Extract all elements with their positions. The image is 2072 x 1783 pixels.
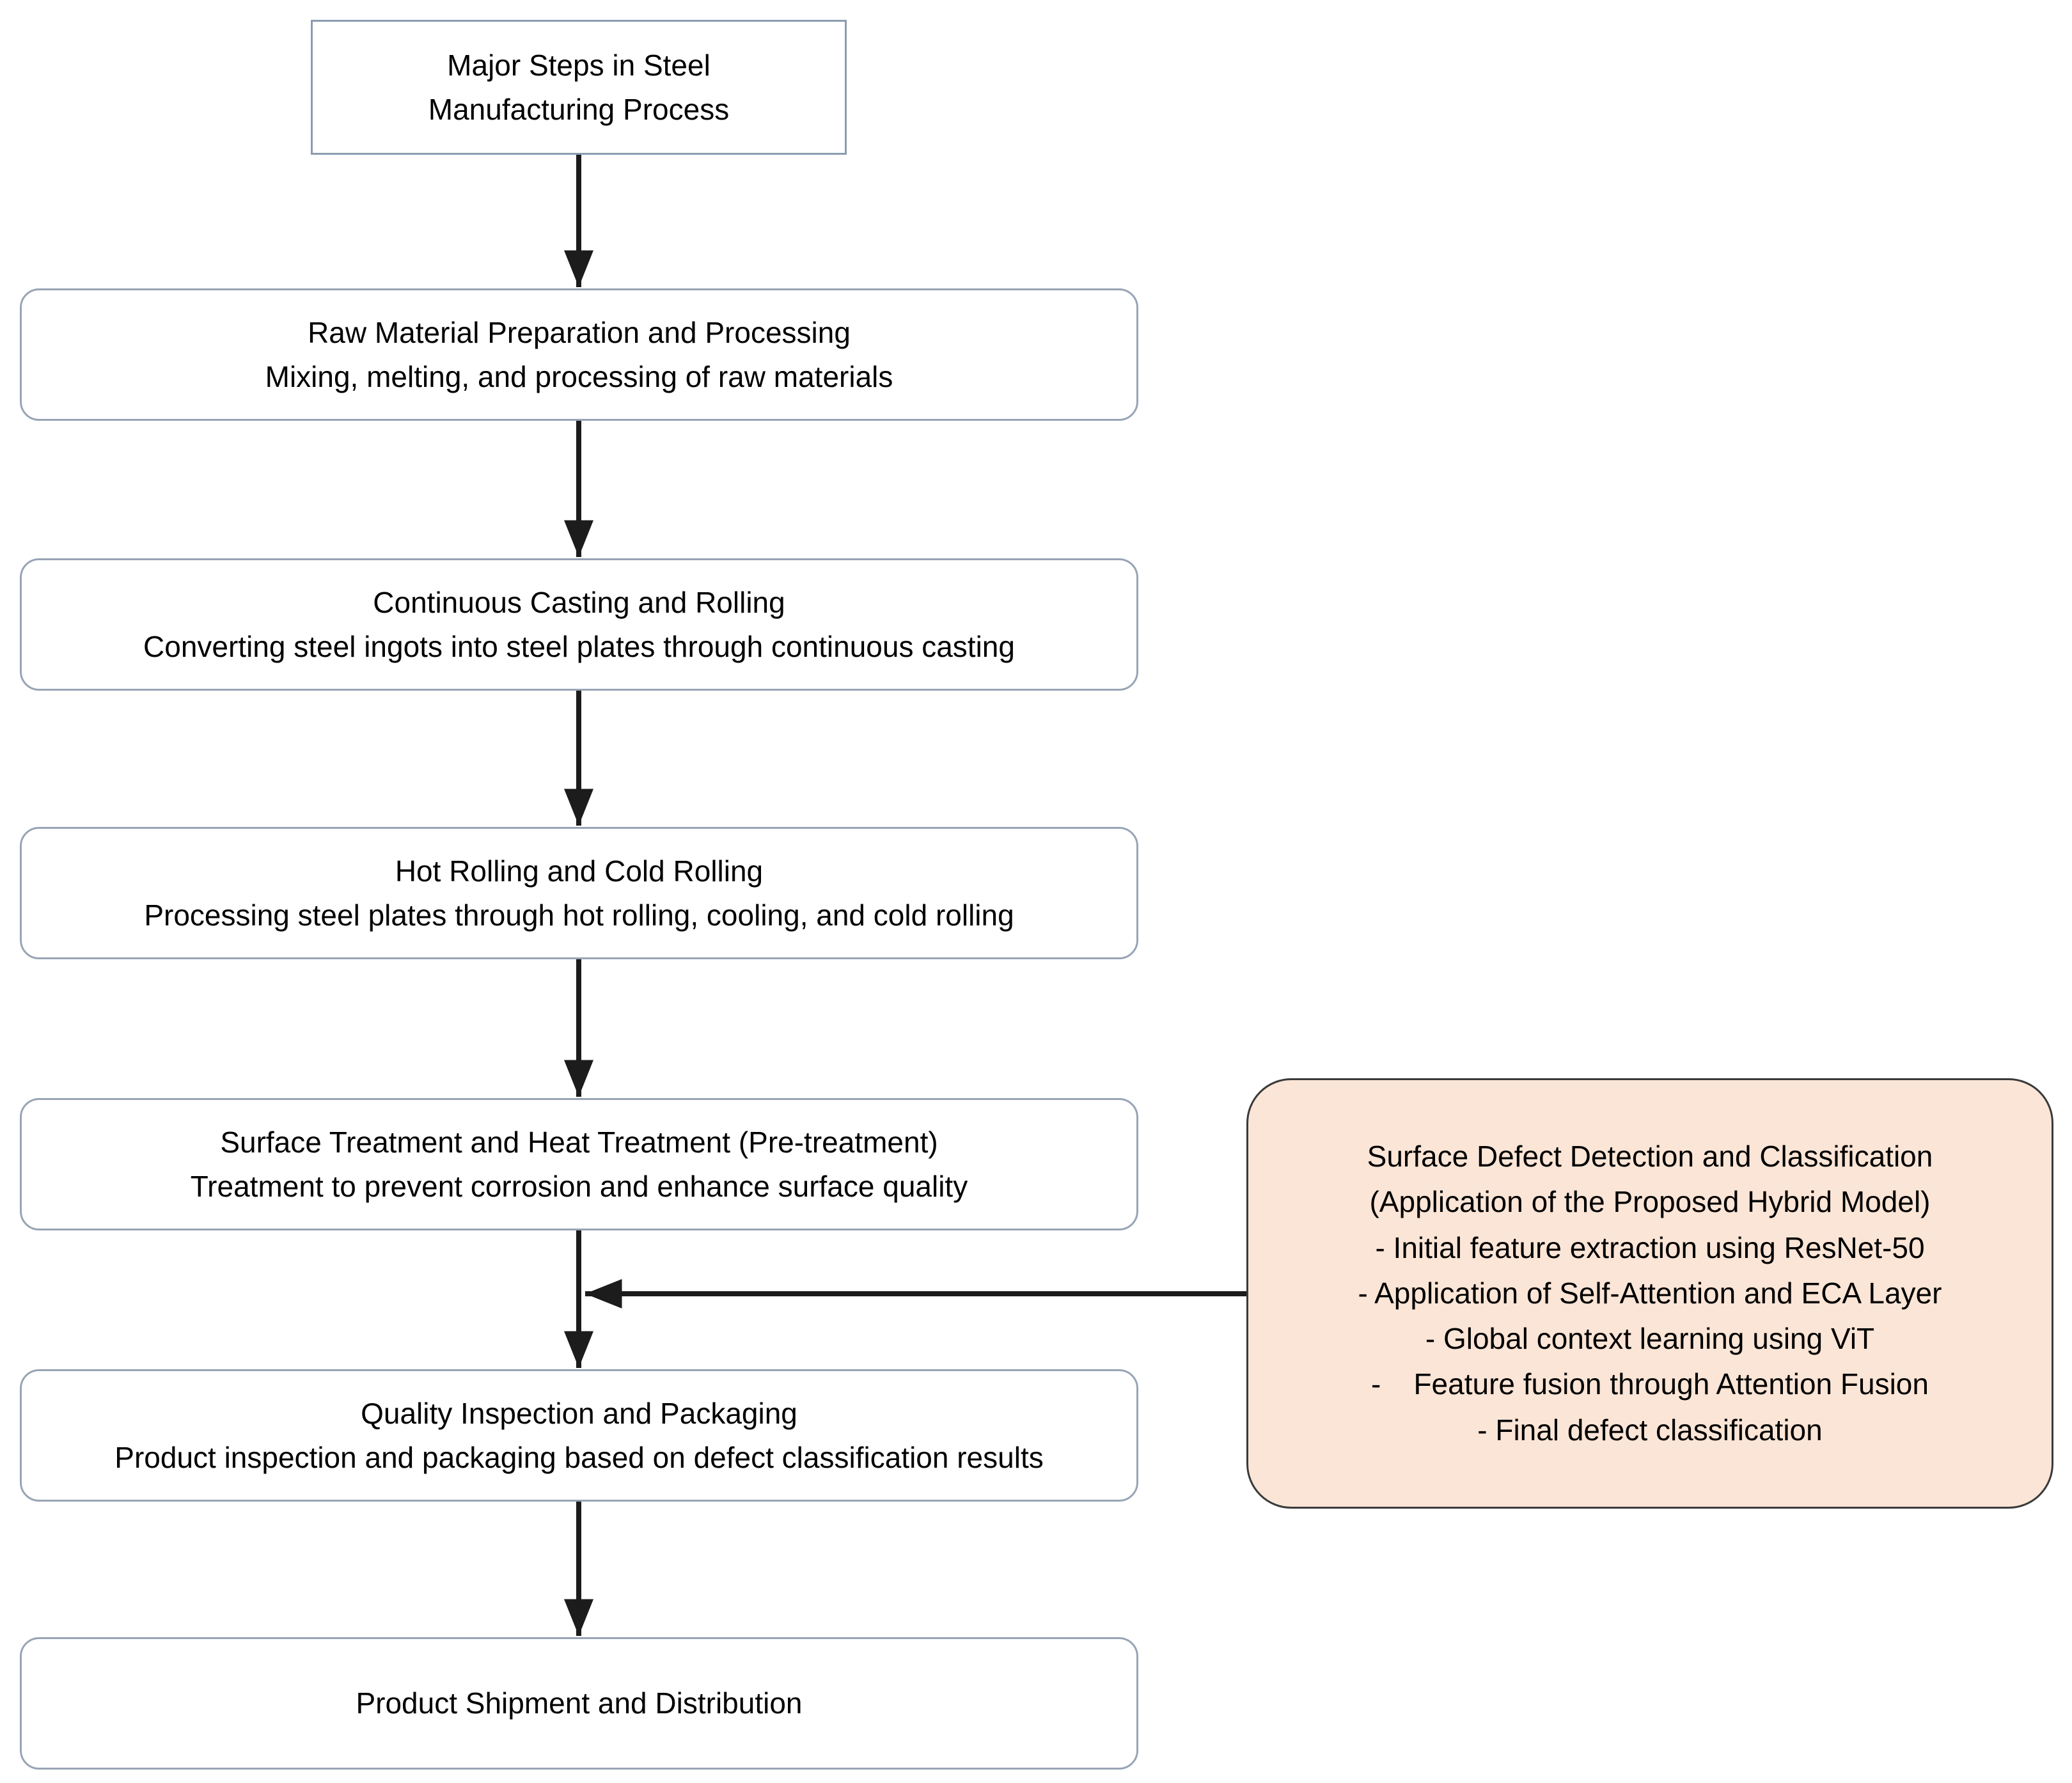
step-desc: Product inspection and packaging based on defect classification results xyxy=(114,1440,1044,1474)
node-product-shipment xyxy=(20,1637,1138,1770)
callout-line-4: - Application of Self-Attention and ECA Layer xyxy=(1358,1276,1942,1310)
step-title: Raw Material Preparation and Processing xyxy=(308,315,851,349)
callout-line-6: - Feature fusion through Attention Fusion xyxy=(1371,1367,1929,1401)
step-desc: Treatment to prevent corrosion and enhance surface quality xyxy=(190,1169,968,1203)
node-continuous-casting xyxy=(20,558,1138,691)
callout-defect-detection xyxy=(1246,1078,2053,1509)
callout-line-1: Surface Defect Detection and Classification xyxy=(1367,1139,1933,1173)
step-title: Hot Rolling and Cold Rolling xyxy=(395,854,764,888)
node-title xyxy=(311,20,847,155)
step-desc: Mixing, melting, and processing of raw materials xyxy=(265,359,893,393)
step-desc: Processing steel plates through hot rolling, cooling, and cold rolling xyxy=(144,898,1014,932)
step-title: Product Shipment and Distribution xyxy=(356,1686,803,1720)
title-line-1: Major Steps in Steel xyxy=(447,48,710,82)
callout-line-5: - Global context learning using ViT xyxy=(1425,1322,1875,1356)
step-title: Surface Treatment and Heat Treatment (Pre-treatment) xyxy=(220,1125,938,1159)
title-line-2: Manufacturing Process xyxy=(428,92,730,126)
node-quality-inspection xyxy=(20,1369,1138,1502)
callout-line-2: (Application of the Proposed Hybrid Model) xyxy=(1369,1185,1931,1219)
callout-line-3: - Initial feature extraction using ResNet-50 xyxy=(1375,1230,1925,1264)
node-raw-material xyxy=(20,288,1138,421)
node-surface-treatment xyxy=(20,1098,1138,1230)
step-desc: Converting steel ingots into steel plates through continuous casting xyxy=(143,629,1015,663)
step-title: Quality Inspection and Packaging xyxy=(361,1396,797,1430)
node-hot-cold-rolling xyxy=(20,827,1138,959)
callout-line-7: - Final defect classification xyxy=(1477,1413,1823,1447)
step-title: Continuous Casting and Rolling xyxy=(373,585,785,619)
